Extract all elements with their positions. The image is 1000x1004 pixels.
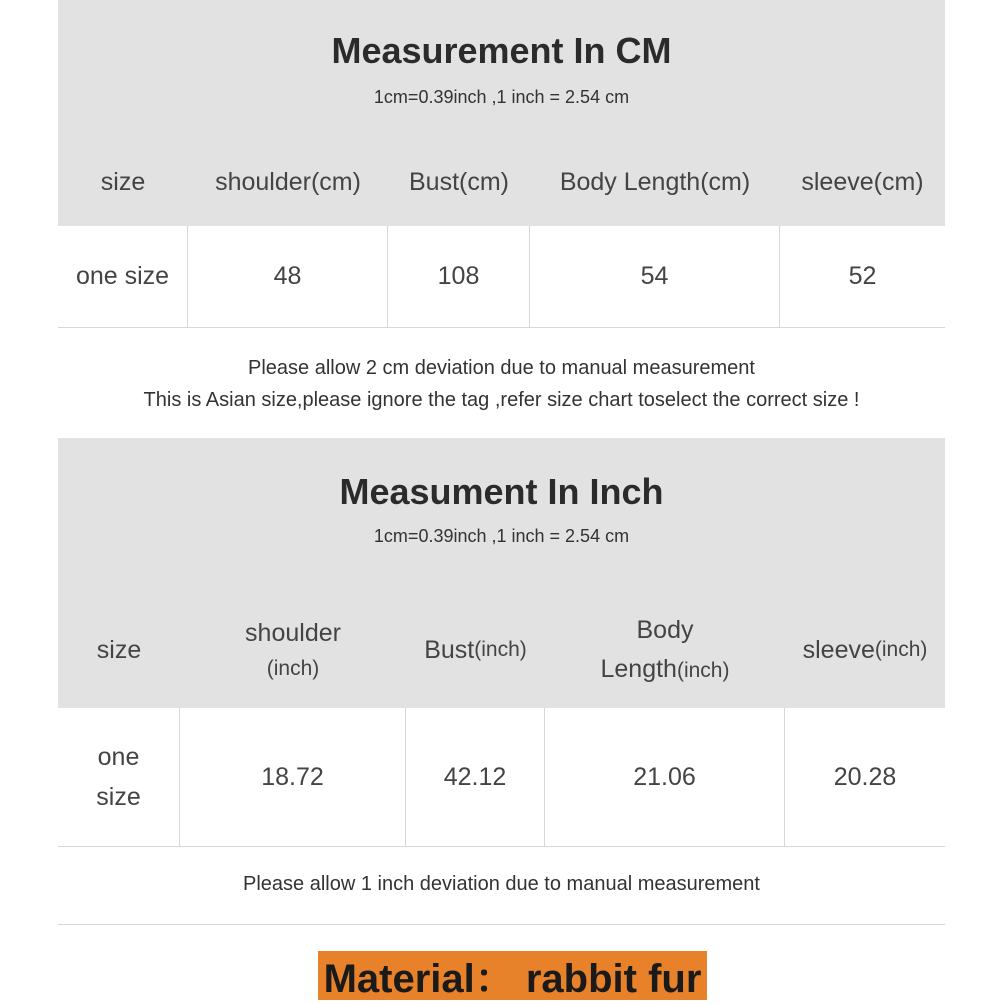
cm-header-size: size bbox=[100, 167, 146, 196]
cm-cell-body-length: 54 bbox=[530, 226, 780, 327]
cm-header-sleeve: sleeve(cm) bbox=[801, 167, 924, 196]
inch-header-sleeve bbox=[785, 592, 945, 708]
cm-title: Measurement In CM bbox=[331, 30, 672, 71]
inch-cell-size-line2: size bbox=[96, 783, 141, 811]
material-banner: Material： rabbit fur bbox=[318, 951, 707, 1000]
inch-title: Measument In Inch bbox=[339, 471, 664, 512]
cm-note-asian-size: This is Asian size,please ignore the tag ,refer size chart toselect the correct size ! bbox=[143, 389, 860, 411]
inch-header-body-label: Body bbox=[636, 616, 694, 645]
inch-header-length-unit: (inch) bbox=[676, 659, 730, 682]
inch-cell-sleeve: 20.28 bbox=[833, 762, 897, 791]
cm-data-row bbox=[58, 226, 945, 328]
inch-conversion-note: 1cm=0.39inch ,1 inch = 2.54 cm bbox=[373, 526, 630, 546]
inch-note-deviation: Please allow 1 inch deviation due to manual measurement bbox=[243, 873, 760, 895]
inch-bottom-divider bbox=[58, 924, 945, 925]
cm-header-body-length: Body Length(cm) bbox=[559, 167, 751, 196]
cm-notes bbox=[58, 352, 945, 416]
cm-header-bust: Bust(cm) bbox=[409, 167, 509, 196]
cm-conversion-note: 1cm=0.39inch ,1 inch = 2.54 cm bbox=[373, 87, 630, 107]
inch-header-bust-unit: (inch) bbox=[474, 637, 527, 661]
inch-header-sleeve-unit: (inch) bbox=[874, 637, 928, 661]
inch-cell-body-length: 21.06 bbox=[545, 708, 785, 846]
cm-header-shoulder: shoulder(cm) bbox=[215, 167, 361, 196]
inch-header-row bbox=[58, 592, 945, 708]
cm-cell-bust: 108 bbox=[388, 226, 530, 327]
inch-cell-bust: 42.12 bbox=[406, 708, 545, 846]
inch-header-shoulder-label: shoulder bbox=[245, 619, 341, 648]
inch-cell-shoulder: 18.72 bbox=[180, 708, 406, 846]
inch-header-sleeve-label: sleeve bbox=[802, 635, 875, 664]
cm-cell-shoulder: 48 bbox=[188, 226, 388, 327]
inch-cell-size-line1: one bbox=[97, 743, 140, 771]
cm-cell-sleeve: 52 bbox=[848, 262, 877, 291]
cm-header-row bbox=[58, 138, 945, 226]
inch-header-size: size bbox=[96, 635, 142, 664]
inch-header-bust bbox=[406, 592, 545, 708]
inch-header-shoulder-unit: (inch) bbox=[266, 657, 320, 681]
inch-cell-size bbox=[58, 708, 180, 846]
inch-header-shoulder bbox=[180, 592, 406, 708]
cm-cell-size: one size bbox=[58, 226, 188, 327]
cm-note-deviation: Please allow 2 cm deviation due to manual measurement bbox=[248, 357, 755, 379]
inch-header-body-length bbox=[545, 592, 785, 708]
inch-header-bust-label: Bust bbox=[424, 635, 475, 664]
inch-data-row bbox=[58, 708, 945, 847]
inch-header-length-label: Length bbox=[600, 655, 677, 683]
